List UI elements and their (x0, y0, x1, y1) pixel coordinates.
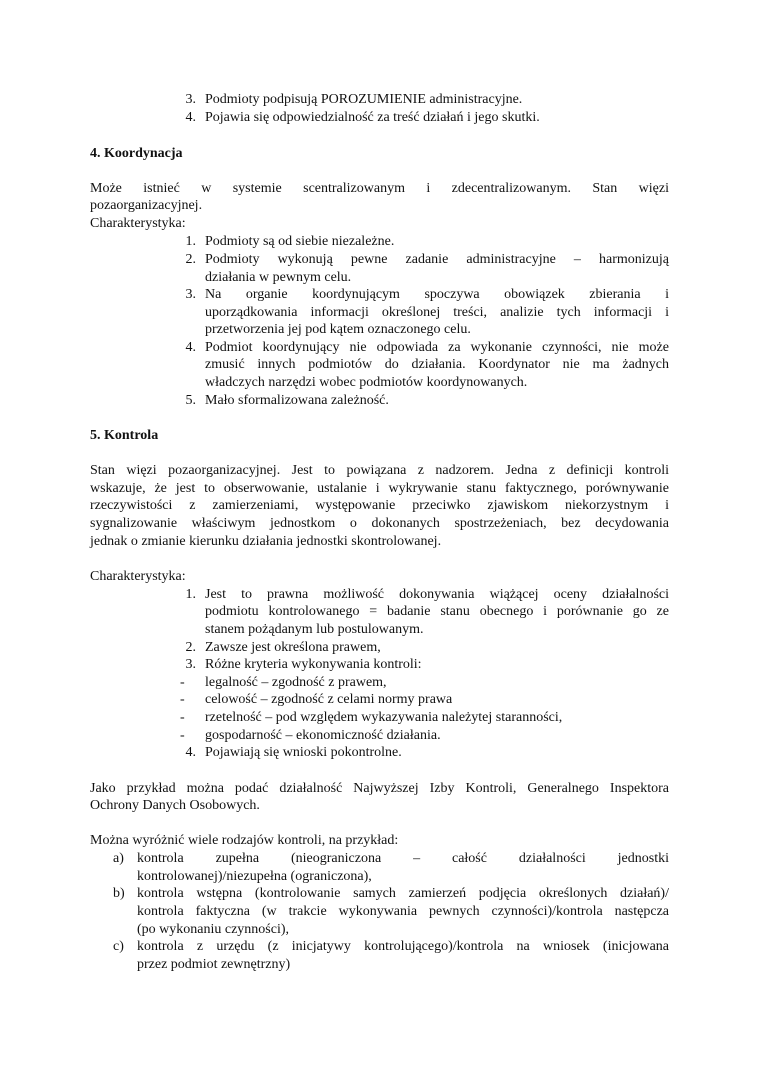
criteria-item: gospodarność – ekonomiczność działania. (205, 728, 441, 743)
list-number: 4. (185, 340, 196, 355)
dash-bullet: - (180, 710, 185, 725)
list-letter: c) (113, 939, 124, 954)
list-item-line: (po wykonaniu czynności), (137, 922, 290, 937)
list-item-line: kontrola faktyczna (w trakcie wykonywania pewnych czynności)/kontrola następcza (137, 904, 669, 919)
list-item-line: kontrolowanej)/niezupełna (ograniczona), (137, 869, 372, 884)
list-item: Zawsze jest określona prawem, (205, 640, 381, 655)
paragraph-line: Ochrony Danych Osobowych. (90, 798, 260, 813)
list-item-line: Jest to prawna możliwość dokonywania wiążącej oceny działalności (205, 587, 669, 602)
list-number: 3. (185, 287, 196, 302)
list-number: 1. (185, 234, 196, 249)
list-number: 1. (185, 587, 196, 602)
section-heading: 5. Kontrola (90, 428, 159, 443)
list-item-line: działania w pewnym celu. (205, 270, 352, 285)
label-charakterystyka: Charakterystyka: (90, 569, 186, 584)
list-item-line: stanem pożądanym lub postulowanym. (205, 622, 424, 637)
paragraph-line: Jako przykład można podać działalność Najwyższej Izby Kontroli, Generalnego Inspektora (90, 781, 669, 796)
list-number: 4. (185, 745, 196, 760)
dash-bullet: - (180, 692, 185, 707)
list-number: 4. (185, 110, 196, 125)
types-intro: Można wyróżnić wiele rodzajów kontroli, na przykład: (90, 833, 399, 848)
list-item: Podmioty są od siebie niezależne. (205, 234, 395, 249)
list-item-line: Podmiot koordynujący nie odpowiada za wykonanie czynności, nie może (205, 340, 669, 355)
list-item: Różne kryteria wykonywania kontroli: (205, 657, 422, 672)
section-heading: 4. Koordynacja (90, 146, 183, 161)
list-item-line: kontrola wstępna (kontrolowanie samych zamierzeń podjęcia określonych działań)/ (137, 886, 669, 901)
list-number: 3. (185, 657, 196, 672)
dash-bullet: - (180, 675, 185, 690)
list-item-line: kontrola z urzędu (z inicjatywy kontrolującego)/kontrola na wniosek (inicjowana (137, 939, 669, 954)
list-item: Mało sformalizowana zależność. (205, 393, 389, 408)
paragraph-line: wskazuje, że jest to obserwowanie, ustalanie i wykrywanie stanu faktycznego, porównywanie (90, 481, 669, 496)
list-item-line: przetworzenia jej pod kątem oznaczonego celu. (205, 322, 471, 337)
list-number: 2. (185, 640, 196, 655)
list-item-line: podmiotu kontrolowanego = badanie stanu obecnego i porównanie go ze (205, 604, 669, 619)
dash-bullet: - (180, 728, 185, 743)
list-item-line: Podmioty wykonują pewne zadanie administracyjne – harmonizują (205, 252, 669, 267)
list-item-line: władczych narzędzi wobec podmiotów koordynowanych. (205, 375, 528, 390)
paragraph-line: pozaorganizacyjnej. (90, 198, 203, 213)
list-number: 5. (185, 393, 196, 408)
list-item: Podmioty podpisują POROZUMIENIE administracyjne. (205, 92, 523, 107)
list-item-line: przez podmiot zewnętrzny) (137, 957, 291, 972)
list-item-line: Na organie koordynującym spoczywa obowiązek zbierania i (205, 287, 669, 302)
paragraph-line: Stan więzi pozaorganizacyjnej. Jest to powiązana z nadzorem. Jedna z definicji kontroli (90, 463, 669, 478)
label-charakterystyka: Charakterystyka: (90, 216, 186, 231)
paragraph-line: Może istnieć w systemie scentralizowanym i zdecentralizowanym. Stan więzi (90, 181, 669, 196)
list-number: 2. (185, 252, 196, 267)
criteria-item: legalność – zgodność z prawem, (205, 675, 387, 690)
list-item-line: kontrola zupełna (nieograniczona – całość działalności jednostki (137, 851, 669, 866)
criteria-item: celowość – zgodność z celami normy prawa (205, 692, 453, 707)
criteria-item: rzetelność – pod względem wykazywania należytej staranności, (205, 710, 563, 725)
list-item: Pojawiają się wnioski pokontrolne. (205, 745, 402, 760)
list-item-line: zmusić innych podmiotów do działania. Koordynator nie ma żadnych (205, 357, 669, 372)
paragraph-line: sygnalizowanie właściwym jednostkom o dokonanych spostrzeżeniach, bez decydowania (90, 516, 669, 531)
list-item-line: uporządkowania informacji określonej treści, analizie tych informacji i (205, 305, 669, 320)
list-letter: b) (113, 886, 125, 901)
list-letter: a) (113, 851, 124, 866)
list-number: 3. (185, 92, 196, 107)
list-item: Pojawia się odpowiedzialność za treść działań i jego skutki. (205, 110, 540, 125)
paragraph-line: rzeczywistości z zamierzeniami, występowanie przeciwko zjawiskom niekorzystnym i (90, 498, 669, 513)
paragraph-line: jednak o zmianie kierunku działania jednostki skontrolowanej. (90, 534, 442, 549)
